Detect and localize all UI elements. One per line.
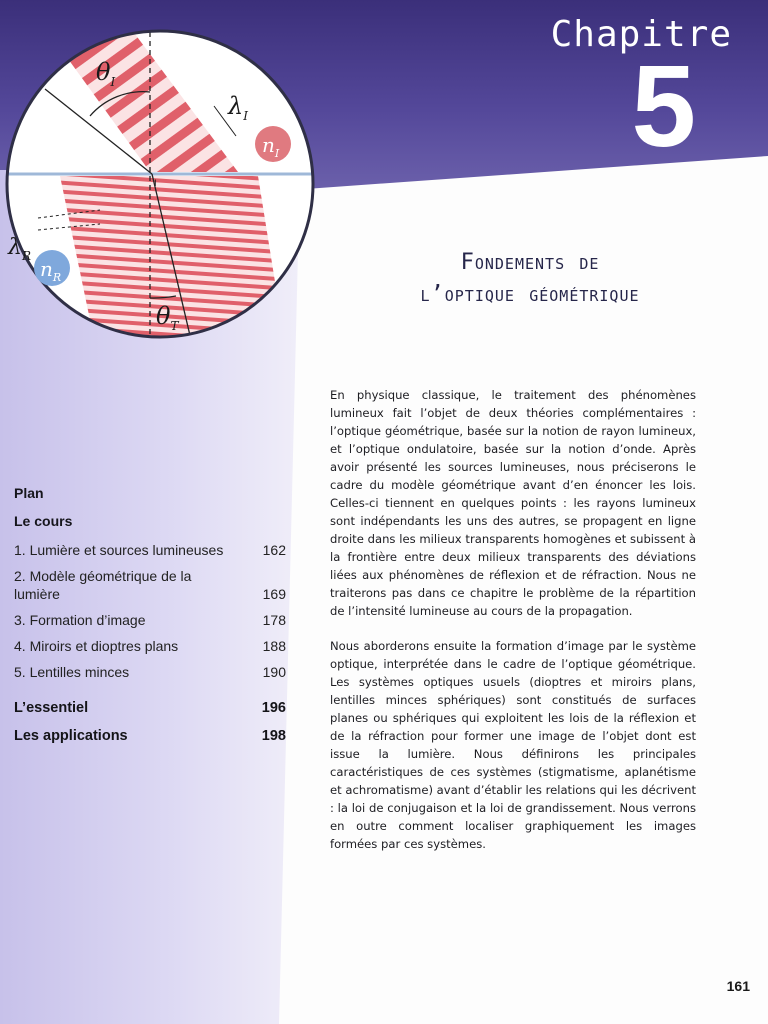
plan-applications [14, 727, 286, 745]
cours-heading: Le cours [14, 513, 73, 529]
plan-item-label: 3. Formation d’image [14, 612, 146, 628]
plan-item-label: 5. Lentilles minces [14, 664, 130, 680]
n-r-label: $n_R$ [40, 257, 62, 284]
plan-item [14, 663, 286, 681]
plan-heading: Plan [14, 485, 44, 501]
plan-item-label: 1. Lumière et sources lumineuses [14, 542, 224, 558]
chapter-title-line1: Fondements de [460, 250, 600, 275]
plan-item-page: 178 [262, 612, 286, 628]
chapter-plan [14, 485, 286, 745]
intro-paragraph-1: En physique classique, le traitement des phénomènes lumineux fait l’objet de deux théories complémentaires : l’optique géométrique, basée sur la notion de rayon lumineux, et l’optique ondulatoire, basée sur la notion d’onde. Après avoir présenté les sources lumineuses, nous préciserons le cadre du modèle géométrique avant d’en énoncer les lois. Celles-ci tiennent en quelques points : les rayons lumineux sont indépendants les uns des autres, se propagent en ligne droite dans les milieux transparents homogènes et subissent à la frontière entre deux milieux transparents des déviations liées aux phénomènes de réflexion et de réfraction. Nous ne traiterons pas dans ce chapitre le problème de la répartition de l’intensité lumineuse au cours de la propagation. [330, 388, 696, 618]
plan-applications-label: Les applications [14, 728, 128, 744]
chapter-title [330, 247, 730, 311]
plan-item-label: 4. Miroirs et dioptres plans [14, 638, 179, 654]
plan-item [14, 611, 286, 629]
plan-item [14, 541, 286, 559]
plan-essentiel-label: L’essentiel [14, 700, 89, 716]
plan-item-page: 169 [262, 586, 286, 602]
lambda-r-label: $\lambda_R$ [8, 235, 31, 263]
chapter-number: 5 [631, 41, 696, 171]
intro-paragraph-2: Nous aborderons ensuite la formation d’image par le système optique, interprétée dans le cadre de l’optique géométrique. Les systèmes optiques usuels (dioptres et miroirs plans, lentilles minces sphériques) sont constitués de surfaces planes ou sphériques qui exploitent les lois de la réflexion et de la réfraction pour former une image de l’objet dont est issue la lumière. Nous définirons les principales caractéristiques de ces systèmes (stigmatisme, aplanétisme et achromatisme) avant d’établir les relations qui les décrivent : la loi de conjugaison et la loi de grandissement. Nous verrons en outre comment localiser graphiquement les images formées par ces systèmes. [330, 639, 696, 851]
theta-t-label: $\theta_T$ [156, 302, 179, 333]
plan-essentiel-page: 196 [261, 700, 286, 716]
theta-i-label: $\theta_I$ [96, 58, 116, 89]
plan-item [14, 637, 286, 655]
chapter-title-line2: l’optique géométrique [420, 281, 640, 307]
refraction-figure [0, 14, 322, 344]
plan-essentiel [14, 699, 286, 717]
plan-applications-page: 198 [261, 728, 286, 744]
chapter-introduction [330, 386, 696, 870]
chapter-label: Chapitre [550, 14, 732, 55]
plan-item-page: 188 [262, 638, 286, 654]
plan-item-page: 190 [262, 664, 286, 680]
page-number: 161 [726, 978, 750, 994]
n-i-label: $n_I$ [262, 133, 280, 160]
plan-item-page: 162 [262, 542, 286, 558]
plan-item [14, 567, 286, 603]
lambda-i-label: $\lambda_I$ [228, 92, 248, 123]
plan-item-label: 2. Modèle géométrique de la lumière [14, 568, 192, 602]
incidence-point-label: I [154, 179, 157, 189]
